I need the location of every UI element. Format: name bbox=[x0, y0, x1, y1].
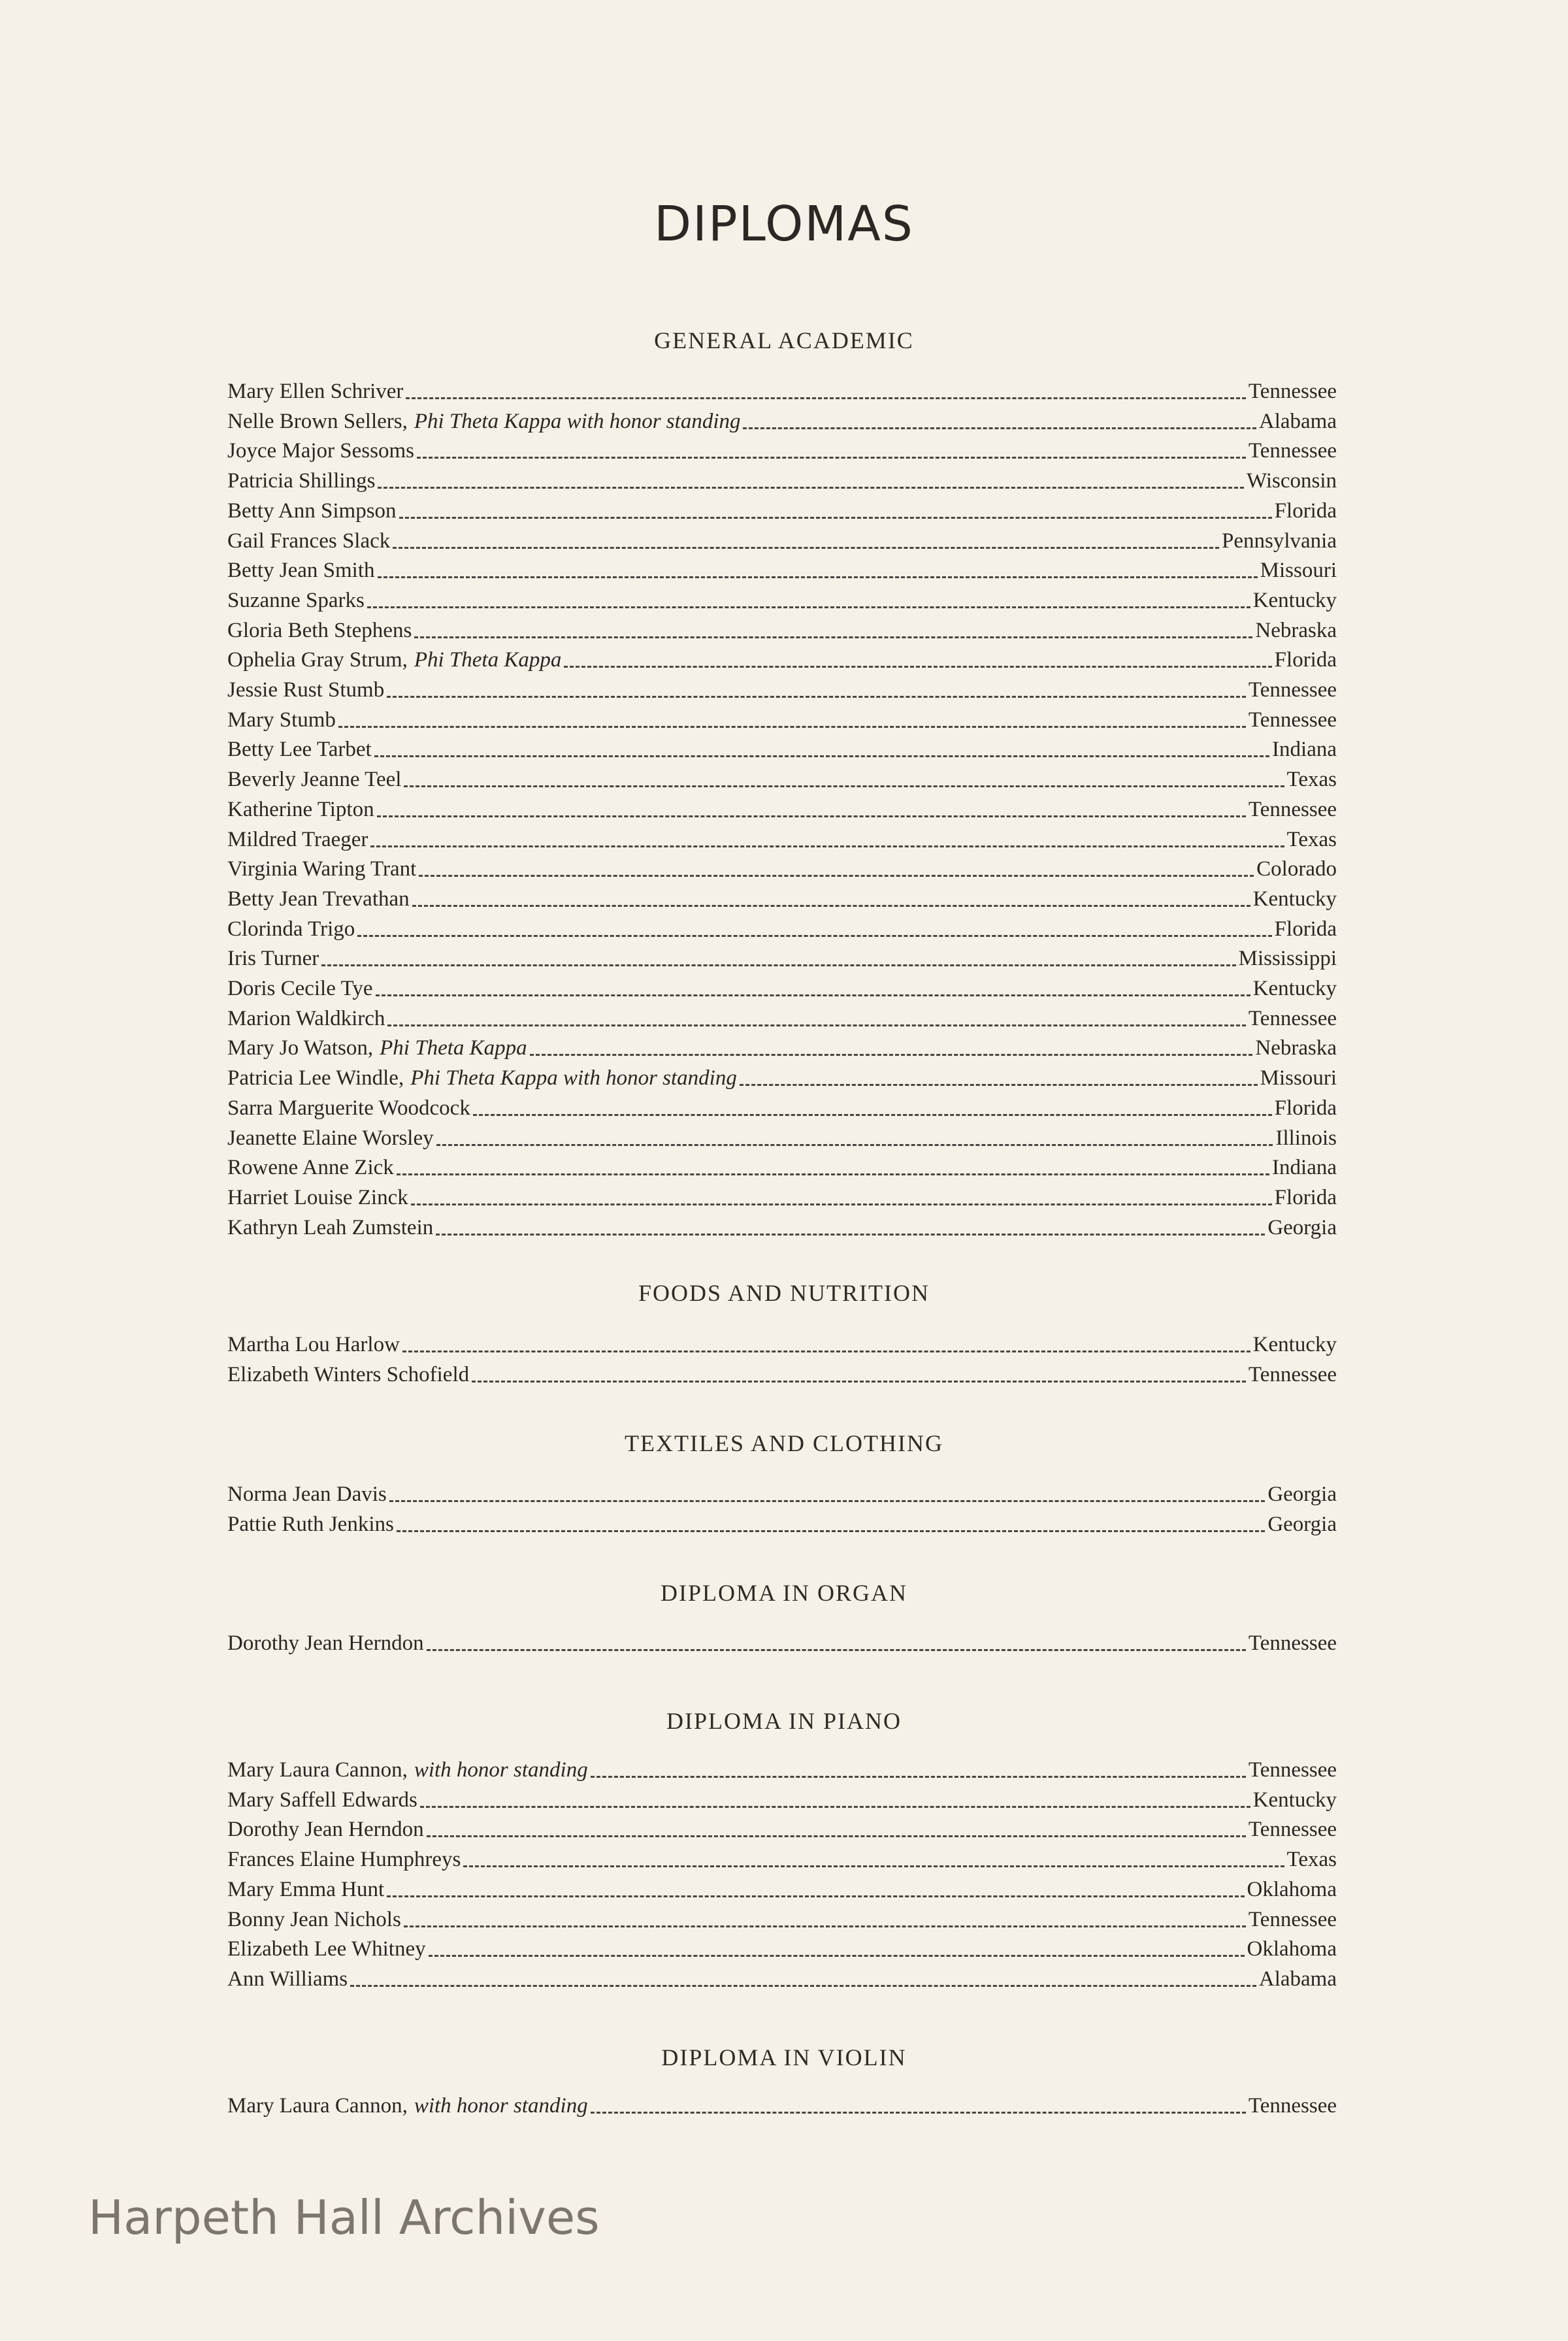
dot-leader bbox=[473, 1114, 1272, 1116]
graduate-name: Bonny Jean Nichols bbox=[227, 1908, 401, 1931]
dot-leader bbox=[378, 576, 1258, 578]
dot-leader bbox=[404, 1925, 1246, 1927]
home-state: Alabama bbox=[1258, 410, 1337, 433]
section-heading: GENERAL ACADEMIC bbox=[654, 327, 914, 353]
home-state: Tennessee bbox=[1248, 1758, 1337, 1782]
dot-leader bbox=[389, 1500, 1266, 1502]
diploma-entry bbox=[227, 1628, 1337, 1658]
graduate-name: Betty Jean Trevathan bbox=[227, 887, 410, 911]
home-state: Florida bbox=[1274, 917, 1337, 941]
dot-leader bbox=[436, 1144, 1273, 1146]
section-heading: DIPLOMA IN VIOLIN bbox=[661, 2044, 907, 2071]
home-state: Kentucky bbox=[1252, 589, 1337, 612]
graduate-name: Martha Lou Harlow bbox=[227, 1333, 400, 1356]
home-state: Colorado bbox=[1256, 857, 1337, 881]
diploma-entry bbox=[227, 376, 1337, 406]
dot-leader bbox=[420, 1806, 1250, 1808]
diploma-entry bbox=[227, 555, 1337, 585]
diploma-entry bbox=[227, 1213, 1337, 1243]
diploma-entry bbox=[227, 1063, 1337, 1093]
diploma-entry bbox=[227, 764, 1337, 794]
home-state: Missouri bbox=[1260, 1066, 1337, 1090]
graduate-name: Elizabeth Lee Whitney bbox=[227, 1937, 426, 1961]
dot-leader bbox=[564, 666, 1271, 668]
dot-leader bbox=[414, 636, 1252, 638]
home-state: Tennessee bbox=[1248, 2094, 1337, 2118]
graduate-name: Mary Stumb bbox=[227, 708, 336, 732]
dot-leader bbox=[357, 935, 1271, 937]
graduate-name: Gloria Beth Stephens bbox=[227, 619, 412, 642]
home-state: Missouri bbox=[1260, 559, 1337, 582]
diploma-entry bbox=[227, 1033, 1337, 1063]
dot-leader bbox=[419, 875, 1254, 877]
diploma-entry bbox=[227, 854, 1337, 884]
diploma-entry bbox=[227, 1004, 1337, 1034]
diploma-entry bbox=[227, 1755, 1337, 1785]
graduate-name: Mary Jo Watson, bbox=[227, 1036, 374, 1060]
home-state: Alabama bbox=[1258, 1967, 1337, 1991]
home-state: Tennessee bbox=[1248, 1818, 1337, 1841]
home-state: Oklahoma bbox=[1247, 1878, 1337, 1901]
dot-leader bbox=[406, 397, 1245, 399]
diploma-entry bbox=[227, 1509, 1337, 1539]
home-state: Florida bbox=[1274, 1096, 1337, 1120]
dot-leader bbox=[387, 1895, 1244, 1897]
dot-leader bbox=[377, 815, 1246, 817]
dot-leader bbox=[387, 1024, 1245, 1026]
graduate-name: Nelle Brown Sellers, bbox=[227, 410, 408, 433]
diploma-entry bbox=[227, 1093, 1337, 1123]
dot-leader bbox=[429, 1955, 1245, 1957]
home-state: Tennessee bbox=[1248, 1363, 1337, 1386]
home-state: Tennessee bbox=[1248, 439, 1337, 463]
dot-leader bbox=[350, 1985, 1256, 1987]
diploma-entry bbox=[227, 406, 1337, 436]
graduate-name: Ophelia Gray Strum, bbox=[227, 648, 408, 672]
dot-leader bbox=[397, 1530, 1265, 1532]
honor-designation: with honor standing bbox=[414, 2094, 588, 2118]
diploma-entry bbox=[227, 1814, 1337, 1844]
diploma-entry bbox=[227, 1330, 1337, 1360]
diploma-entry bbox=[227, 436, 1337, 466]
graduate-name: Jessie Rust Stumb bbox=[227, 678, 385, 702]
dot-leader bbox=[378, 487, 1244, 489]
home-state: Tennessee bbox=[1248, 678, 1337, 702]
home-state: Nebraska bbox=[1255, 619, 1337, 642]
honor-designation: Phi Theta Kappa bbox=[414, 648, 562, 672]
graduate-name: Dorothy Jean Herndon bbox=[227, 1818, 424, 1841]
dot-leader bbox=[411, 1203, 1272, 1205]
home-state: Mississippi bbox=[1238, 947, 1337, 970]
home-state: Florida bbox=[1274, 1186, 1337, 1209]
diploma-entry bbox=[227, 1844, 1337, 1874]
home-state: Georgia bbox=[1267, 1513, 1337, 1536]
dot-leader bbox=[463, 1865, 1284, 1867]
diploma-entry bbox=[227, 974, 1337, 1004]
dot-leader bbox=[591, 1776, 1246, 1778]
dot-leader bbox=[374, 755, 1269, 757]
dot-leader bbox=[387, 696, 1246, 698]
home-state: Pennsylvania bbox=[1222, 529, 1337, 553]
diploma-entry bbox=[227, 1874, 1337, 1905]
diploma-entry bbox=[227, 794, 1337, 825]
dot-leader bbox=[740, 1084, 1258, 1086]
section-heading: DIPLOMA IN ORGAN bbox=[660, 1580, 907, 1606]
dot-leader bbox=[743, 427, 1256, 429]
graduate-name: Harriet Louise Zinck bbox=[227, 1186, 408, 1209]
graduate-name: Jeanette Elaine Worsley bbox=[227, 1126, 434, 1150]
home-state: Kentucky bbox=[1252, 1788, 1337, 1812]
graduate-name: Gail Frances Slack bbox=[227, 529, 391, 553]
home-state: Wisconsin bbox=[1247, 469, 1337, 493]
graduate-name: Elizabeth Winters Schofield bbox=[227, 1363, 470, 1386]
home-state: Kentucky bbox=[1252, 977, 1337, 1000]
diploma-entry bbox=[227, 705, 1337, 735]
home-state: Florida bbox=[1274, 648, 1337, 672]
graduate-name: Norma Jean Davis bbox=[227, 1482, 387, 1506]
home-state: Texas bbox=[1286, 828, 1337, 851]
home-state: Tennessee bbox=[1248, 380, 1337, 403]
dot-leader bbox=[367, 606, 1250, 608]
home-state: Georgia bbox=[1267, 1216, 1337, 1239]
honor-designation: Phi Theta Kappa with honor standing bbox=[414, 410, 741, 433]
dot-leader bbox=[472, 1381, 1246, 1383]
diploma-entry bbox=[227, 645, 1337, 675]
diploma-entry bbox=[227, 526, 1337, 556]
diploma-entry bbox=[227, 585, 1337, 615]
diploma-entry bbox=[227, 1479, 1337, 1509]
home-state: Georgia bbox=[1267, 1482, 1337, 1506]
graduate-name: Pattie Ruth Jenkins bbox=[227, 1513, 394, 1536]
graduate-name: Sarra Marguerite Woodcock bbox=[227, 1096, 470, 1120]
dot-leader bbox=[393, 547, 1219, 549]
dot-leader bbox=[321, 964, 1235, 966]
dot-leader bbox=[591, 2112, 1246, 2114]
graduate-name: Betty Ann Simpson bbox=[227, 499, 397, 523]
dot-leader bbox=[397, 1173, 1269, 1175]
section-heading: FOODS AND NUTRITION bbox=[638, 1280, 930, 1306]
dot-leader bbox=[370, 845, 1284, 847]
graduate-name: Clorinda Trigo bbox=[227, 917, 355, 941]
graduate-name: Dorothy Jean Herndon bbox=[227, 1631, 424, 1655]
honor-designation: Phi Theta Kappa with honor standing bbox=[410, 1066, 737, 1090]
graduate-name: Joyce Major Sessoms bbox=[227, 439, 414, 463]
dot-leader bbox=[530, 1054, 1253, 1056]
dot-leader bbox=[417, 457, 1246, 459]
graduate-name: Beverly Jeanne Teel bbox=[227, 768, 402, 791]
home-state: Illinois bbox=[1275, 1126, 1337, 1150]
graduate-name: Patricia Shillings bbox=[227, 469, 376, 493]
graduate-name: Doris Cecile Tye bbox=[227, 977, 373, 1000]
archive-watermark: Harpeth Hall Archives bbox=[88, 2190, 600, 2245]
graduate-name: Marion Waldkirch bbox=[227, 1007, 385, 1030]
honor-designation: with honor standing bbox=[414, 1758, 588, 1782]
diploma-entry bbox=[227, 1964, 1337, 1994]
graduate-name: Patricia Lee Windle, bbox=[227, 1066, 404, 1090]
graduate-name: Betty Jean Smith bbox=[227, 559, 375, 582]
home-state: Florida bbox=[1274, 499, 1337, 523]
graduate-name: Mary Saffell Edwards bbox=[227, 1788, 417, 1812]
graduate-name: Suzanne Sparks bbox=[227, 589, 365, 612]
graduate-name: Mary Ellen Schriver bbox=[227, 380, 404, 403]
dot-leader bbox=[402, 1351, 1250, 1352]
diploma-entry bbox=[227, 1123, 1337, 1153]
graduate-name: Betty Lee Tarbet bbox=[227, 738, 372, 761]
diploma-entry bbox=[227, 1785, 1337, 1815]
home-state: Oklahoma bbox=[1247, 1937, 1337, 1961]
graduate-name: Katherine Tipton bbox=[227, 798, 374, 821]
home-state: Tennessee bbox=[1248, 798, 1337, 821]
home-state: Tennessee bbox=[1248, 1631, 1337, 1655]
dot-leader bbox=[399, 517, 1272, 519]
home-state: Texas bbox=[1286, 1848, 1337, 1871]
diploma-entry bbox=[227, 675, 1337, 705]
page-title: DIPLOMAS bbox=[654, 196, 914, 252]
home-state: Tennessee bbox=[1248, 708, 1337, 732]
dot-leader bbox=[412, 905, 1250, 907]
section-heading: TEXTILES AND CLOTHING bbox=[625, 1430, 943, 1456]
diploma-entry bbox=[227, 1934, 1337, 1964]
graduate-name: Ann Williams bbox=[227, 1967, 348, 1991]
graduate-name: Iris Turner bbox=[227, 947, 319, 970]
home-state: Kentucky bbox=[1252, 887, 1337, 911]
diploma-entry bbox=[227, 2091, 1337, 2121]
home-state: Indiana bbox=[1272, 1156, 1337, 1179]
graduate-name: Mary Emma Hunt bbox=[227, 1878, 385, 1901]
graduate-name: Mary Laura Cannon, bbox=[227, 2094, 408, 2118]
dot-leader bbox=[427, 1835, 1246, 1837]
diploma-entry bbox=[227, 1905, 1337, 1935]
dot-leader bbox=[427, 1649, 1246, 1651]
graduate-name: Mildred Traeger bbox=[227, 828, 368, 851]
diploma-entry bbox=[227, 884, 1337, 914]
diploma-entry bbox=[227, 615, 1337, 646]
home-state: Nebraska bbox=[1255, 1036, 1337, 1060]
honor-designation: Phi Theta Kappa bbox=[380, 1036, 527, 1060]
graduate-name: Frances Elaine Humphreys bbox=[227, 1848, 461, 1871]
home-state: Indiana bbox=[1272, 738, 1337, 761]
diploma-entry bbox=[227, 1183, 1337, 1213]
graduate-name: Kathryn Leah Zumstein bbox=[227, 1216, 434, 1239]
diploma-entry bbox=[227, 1360, 1337, 1390]
diploma-entry bbox=[227, 1153, 1337, 1183]
diploma-entry bbox=[227, 734, 1337, 764]
dot-leader bbox=[338, 726, 1246, 728]
diploma-entry bbox=[227, 943, 1337, 974]
home-state: Tennessee bbox=[1248, 1007, 1337, 1030]
section-heading: DIPLOMA IN PIANO bbox=[666, 1708, 902, 1734]
diploma-entry bbox=[227, 496, 1337, 526]
graduate-name: Rowene Anne Zick bbox=[227, 1156, 394, 1179]
home-state: Tennessee bbox=[1248, 1908, 1337, 1931]
graduate-name: Virginia Waring Trant bbox=[227, 857, 417, 881]
diploma-entry bbox=[227, 914, 1337, 944]
dot-leader bbox=[376, 994, 1250, 996]
diploma-entry bbox=[227, 466, 1337, 496]
home-state: Texas bbox=[1286, 768, 1337, 791]
home-state: Kentucky bbox=[1252, 1333, 1337, 1356]
dot-leader bbox=[436, 1234, 1265, 1236]
graduate-name: Mary Laura Cannon, bbox=[227, 1758, 408, 1782]
dot-leader bbox=[404, 785, 1284, 787]
diploma-entry bbox=[227, 825, 1337, 855]
